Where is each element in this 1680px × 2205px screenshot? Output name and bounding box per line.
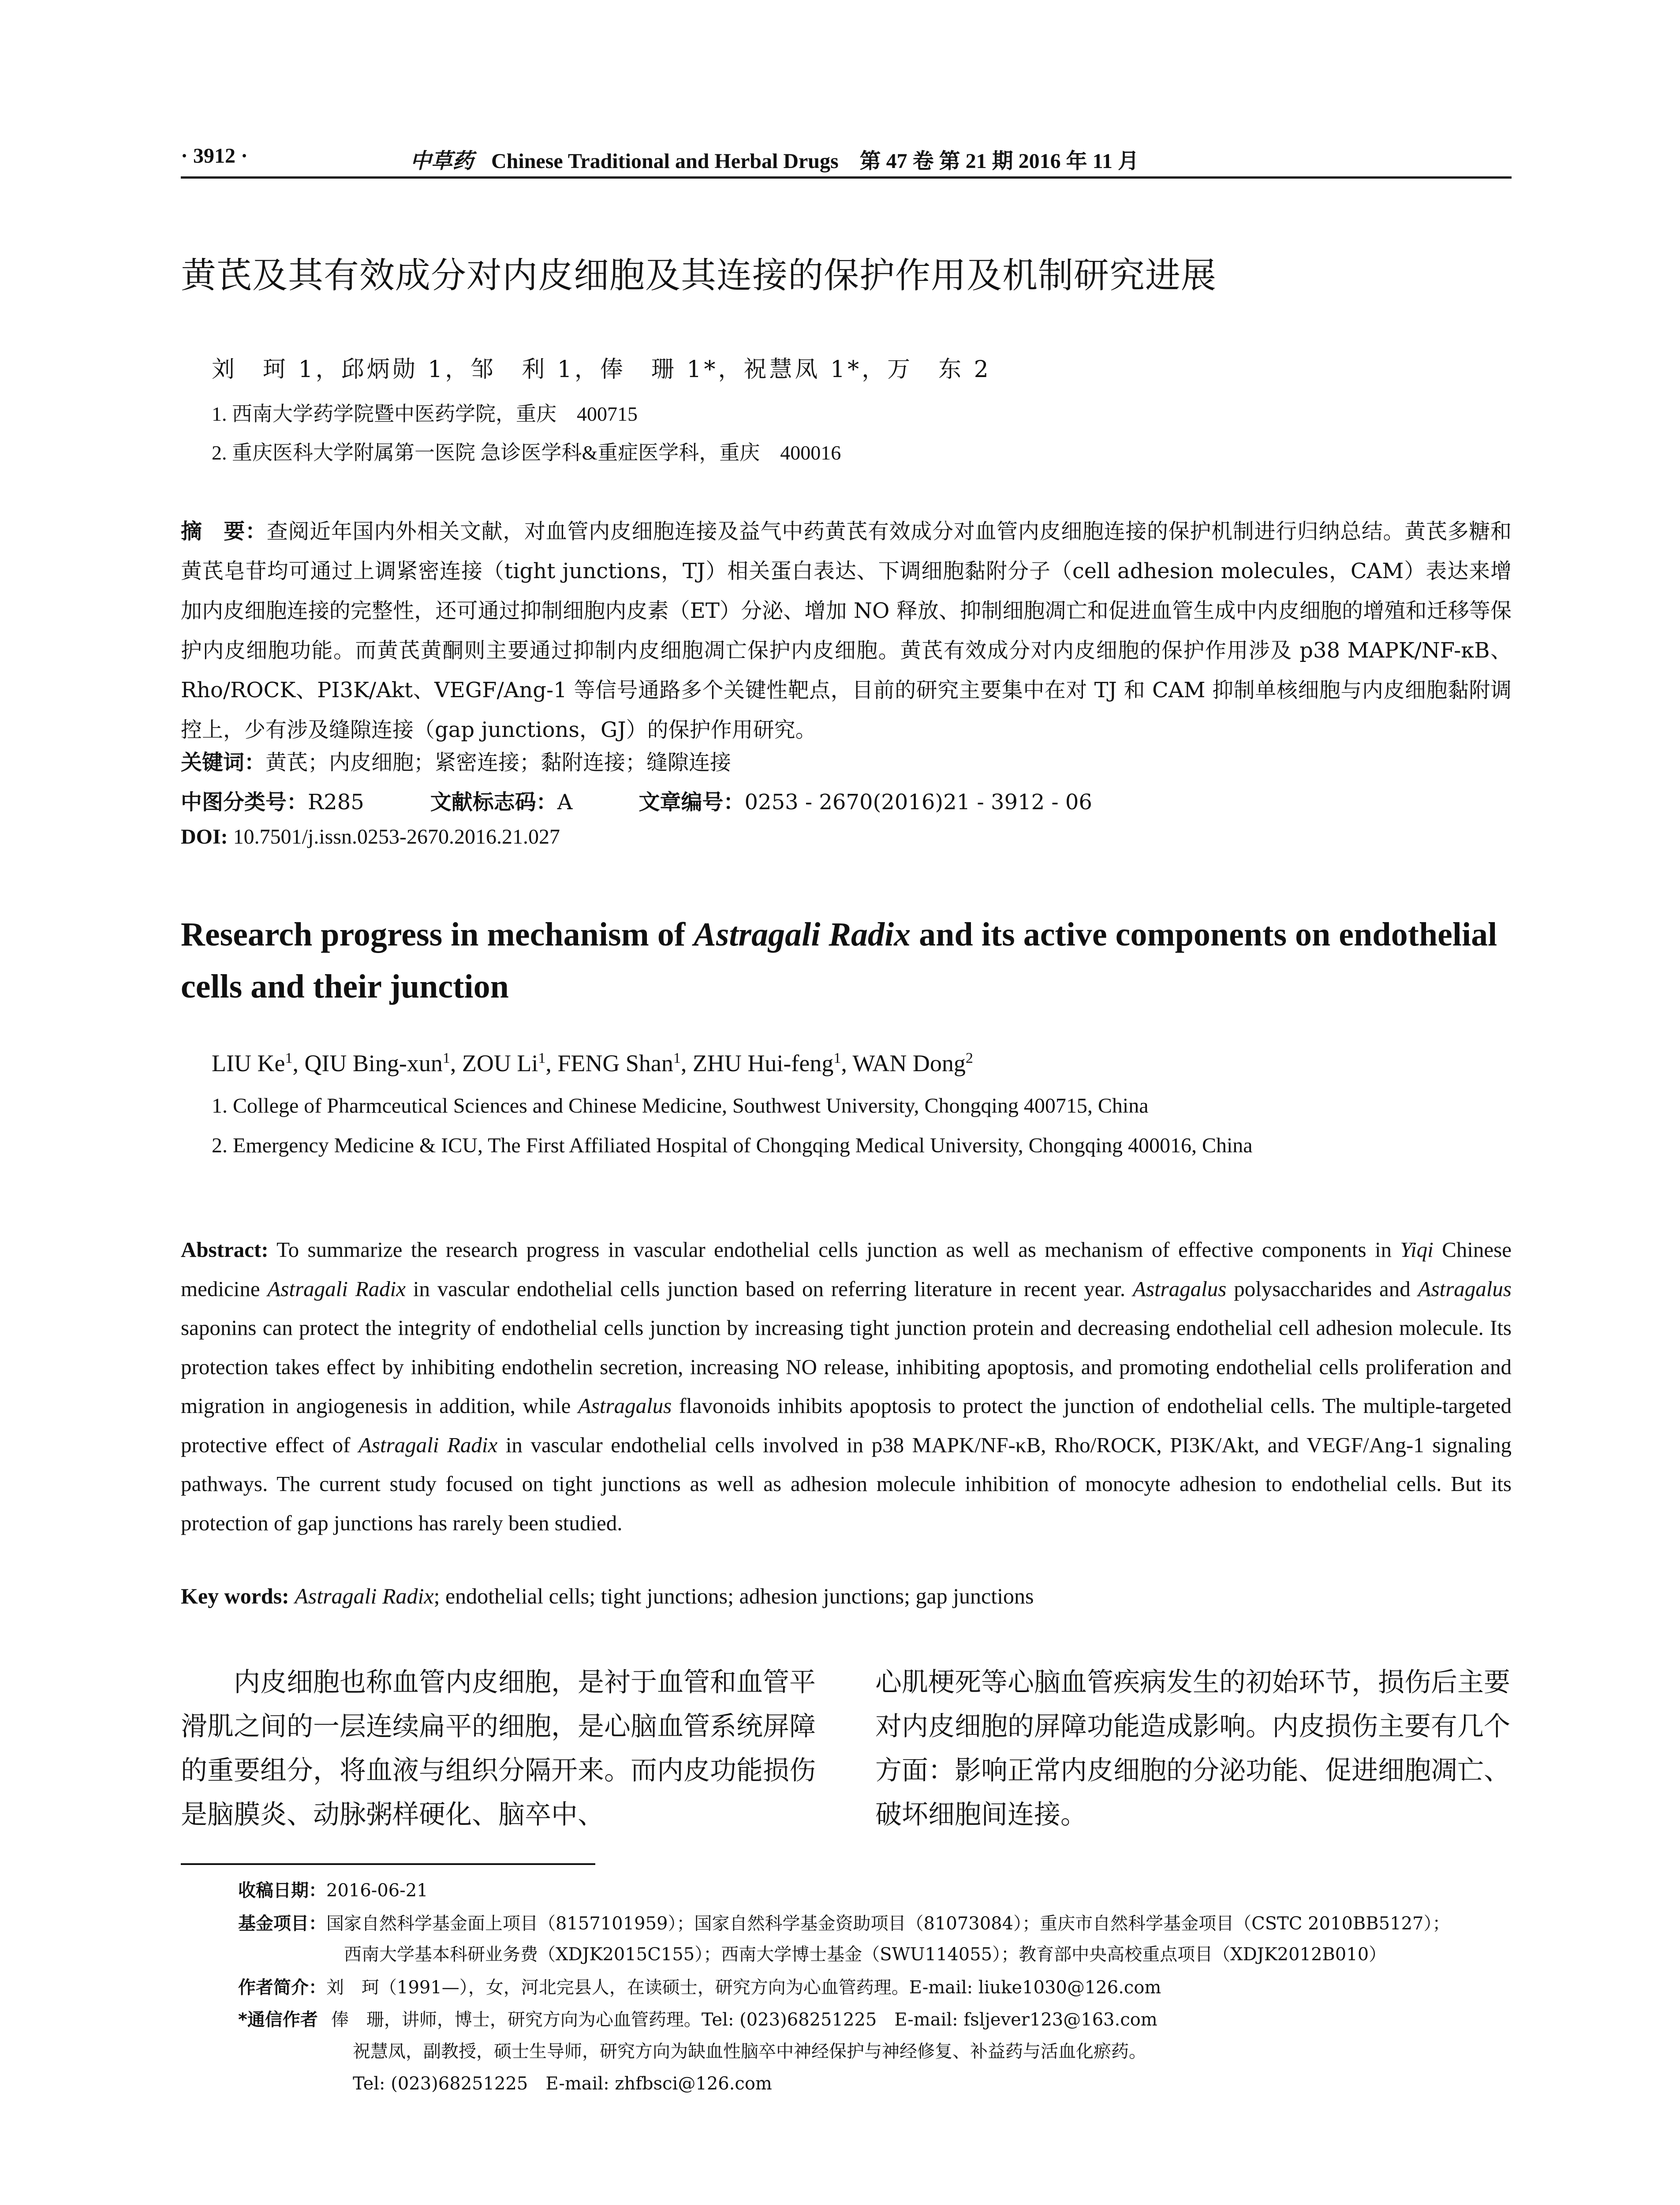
journal-logo-cn: 中草药 [410, 149, 474, 173]
body-column-right: 心肌梗死等心脑血管疾病发生的初始环节，损伤后主要对内皮细胞的屏障功能造成影响。内皮损伤主要有几个方面：影响正常内皮细胞的分泌功能、促进细胞凋亡、破坏细胞间连接。 [875, 1667, 1510, 1830]
fund-label: 基金项目： [238, 1913, 326, 1934]
author-en-sup: 1 [673, 1050, 681, 1066]
abstract-en-italic: Astragalus [1418, 1276, 1512, 1301]
title-en-part2: and its active components on endothelial cells and their junction [181, 916, 1497, 1005]
authors-english: LIU Ke$^1$, QIU Bing-xun$^1$, ZOU Li$^1$, FENG Shan$^1$, ZHU Hui-feng$^1$, WAN Dong$^2$ [212, 1050, 973, 1076]
affiliation-en-1: 1. College of Pharmceutical Sciences and Chinese Medicine, Southwest University, Chongqing 400715, China [212, 1094, 1149, 1117]
article-number-value: 0253 - 2670(2016)21 - 3912 - 06 [744, 790, 1092, 815]
abstract-en-text: saponins can protect the integrity of endothelial cells junction by increasing tight junction protein and decreasing endothelial cell adhesion molecule. Its protection takes effect by inhibiting endothelin secretion, increasing NO release, inhibiting apoptosis, and promoting endothelial cells proliferation and migration in angiogenesis in addition, while [181, 1316, 1512, 1418]
author-en-sup: 1 [833, 1050, 841, 1066]
corresponding-text-1: 俸 珊，讲师，博士，研究方向为心血管药理。Tel: (023)68251225 E-mail: fsljever123@163.com [331, 2010, 1157, 2030]
affiliation-cn-2: 2. 重庆医科大学附属第一医院 急诊医学科&重症医学科，重庆 400016 [212, 441, 841, 464]
title-chinese: 黄芪及其有效成分对内皮细胞及其连接的保护作用及机制研究进展 [181, 255, 1217, 296]
abstract-chinese [181, 512, 1512, 750]
author-en: LIU Ke [212, 1050, 285, 1076]
abstract-cn-label: 摘 要： [181, 519, 267, 544]
clc-label: 中图分类号： [181, 790, 308, 815]
affiliation-en-2: 2. Emergency Medicine & ICU, The First Affiliated Hospital of Chongqing Medical University, Chongqing 400016, China [212, 1134, 1253, 1157]
keywords-en-text: ; endothelial cells; tight junctions; adhesion junctions; gap junctions [433, 1584, 1034, 1608]
author-en-sup: 1 [538, 1050, 546, 1066]
title-en-italic: Astragali Radix [694, 916, 911, 953]
footnote-rule [181, 1863, 595, 1865]
footnote-corresponding-3: Tel: (023)68251225 E-mail: zhfbsci@126.com [353, 2074, 772, 2094]
doc-code-value: A [557, 790, 573, 815]
footnote-fund [238, 1910, 1450, 1935]
keywords-en-italic: Astragali Radix [295, 1584, 434, 1608]
author-en-sup: 1 [442, 1050, 450, 1066]
abstract-en-label: Abstract: [181, 1237, 269, 1262]
journal-name [410, 144, 1139, 174]
received-date: 2016-06-21 [326, 1880, 428, 1901]
keywords-english [181, 1583, 1034, 1609]
author-en: WAN Dong [852, 1050, 966, 1076]
doi-line [181, 825, 560, 849]
affiliation-cn-1: 1. 西南大学药学院暨中医药学院，重庆 400715 [212, 403, 638, 425]
abstract-cn-text: 查阅近年国内外相关文献，对血管内皮细胞连接及益气中药黄芪有效成分对血管内皮细胞连接的保护机制进行归纳总结。黄芪多糖和黄芪皂苷均可通过上调紧密连接（tight junctions，TJ）相关蛋白表达、下调细胞黏附分子（cell adhesion molecules，CAM）表达来增加内皮细胞连接的完整性，还可通过抑制细胞内皮素（ET）分泌、增加 NO 释放、抑制细胞凋亡和促进血管生成中内皮细胞的增殖和迁移等保护内皮细胞功能。而黄芪黄酮则主要通过抑制内皮细胞凋亡保护内皮细胞。黄芪有效成分对内皮细胞的保护作用涉及 p38 MAPK/NF-κB、Rho/ROCK、PI3K/Akt、VEGF/Ang-1 等信号通路多个关键性靶点，目前的研究主要集中在对 TJ 和 CAM 抑制单核细胞与内皮细胞黏附调控上，少有涉及缝隙连接（gap junctions，GJ）的保护作用研究。 [181, 519, 1512, 742]
keywords-cn-text: 黄芪；内皮细胞；紧密连接；黏附连接；缝隙连接 [265, 750, 732, 775]
doi-label: DOI: [181, 825, 228, 848]
author-en: ZOU Li [462, 1050, 538, 1076]
abstract-en-text: Chinese medicine [181, 1237, 1512, 1301]
abstract-en-italic: Yiqi [1400, 1237, 1434, 1262]
authors-chinese: 刘 珂 1，邱炳勋 1，邹 利 1，俸 珊 1*，祝慧凤 1*，万 东 2 [212, 356, 991, 383]
keywords-en-label: Key words: [181, 1584, 289, 1608]
abstract-en-text: polysaccharides and [1226, 1276, 1418, 1301]
title-en-part1: Research progress in mechanism of [181, 916, 694, 953]
article-number-label: 文章编号： [638, 790, 745, 815]
author-en-sup: 2 [965, 1050, 973, 1066]
abstract-en-text: in vascular endothelial cells involved in p38 MAPK/NF-κB, Rho/ROCK, PI3K/Akt, and VEGF/Ang-1 signaling pathways. The current study focused on tight junctions as well as adhesion molecule inhibition of monocyte adhesion to endothelial cells. But its protection of gap junctions has rarely been studied. [181, 1432, 1512, 1535]
author-en: FENG Shan [557, 1050, 673, 1076]
abstract-en-italic: Astragalus [1133, 1276, 1227, 1301]
bio-text: 刘 珂（1991—），女，河北完县人，在读硕士，研究方向为心血管药理。E-mail: liuke1030@126.com [326, 1977, 1161, 1998]
footnote-corresponding [238, 2006, 1157, 2031]
abstract-en-italic: Astragali Radix [358, 1432, 498, 1457]
footnote-bio [238, 1973, 1161, 1999]
doi-link[interactable]: 10.7501/j.issn.0253-2670.2016.21.027 [233, 825, 560, 848]
doc-code-label: 文献标志码： [430, 790, 557, 815]
running-header [181, 140, 1504, 176]
abstract-en-text: flavonoids inhibits apoptosis to protect the junction of endothelial cells. The multiple-targeted protective effect of [181, 1394, 1512, 1457]
abstract-en-text: To summarize the research progress in vascular endothelial cells junction as well as mechanism of effective components in [268, 1237, 1400, 1262]
clc-value: R285 [308, 790, 364, 815]
footnote-fund-cont: 西南大学基本科研业务费（XDJK2015C155）；西南大学博士基金（SWU114055）；教育部中央高校重点项目（XDJK2012B010） [344, 1944, 1387, 1965]
keywords-cn-label: 关键词： [181, 750, 266, 775]
author-en-sup: 1 [285, 1050, 293, 1066]
abstract-en-italic: Astragali Radix [267, 1276, 406, 1301]
abstract-en-text: in vascular endothelial cells junction based on referring literature in recent year. [406, 1276, 1133, 1301]
footnote-received [238, 1876, 428, 1902]
abstract-en-italic: Astragalus [578, 1394, 672, 1418]
classification-line [181, 785, 1092, 815]
author-en: ZHU Hui-feng [692, 1050, 834, 1076]
footnote-corresponding-2: 祝慧凤，副教授，硕士生导师，研究方向为缺血性脑卒中神经保护与神经修复、补益药与活血化瘀药。 [353, 2041, 1146, 2062]
corresponding-label: *通信作者 [238, 2010, 318, 2030]
keywords-chinese [181, 745, 731, 776]
journal-issue-info: Chinese Traditional and Herbal Drugs 第 47 卷 第 21 期 2016 年 11 月 [491, 149, 1139, 173]
body-column-left: 内皮细胞也称血管内皮细胞，是衬于血管和血管平滑肌之间的一层连续扁平的细胞，是心脑血管系统屏障的重要组分，将血液与组织分隔开来。而内皮功能损伤是脑膜炎、动脉粥样硬化、脑卒中、 [181, 1667, 816, 1830]
author-en: QIU Bing-xun [304, 1050, 443, 1076]
abstract-english [181, 1230, 1512, 1543]
fund-text-1: 国家自然科学基金面上项目（8157101959）；国家自然科学基金资助项目（81073084）；重庆市自然科学基金项目（CSTC 2010BB5127）； [326, 1913, 1450, 1934]
received-label: 收稿日期： [238, 1880, 326, 1901]
title-english [181, 908, 1530, 1013]
header-rule [181, 176, 1512, 179]
page-number: · 3912 · [181, 144, 248, 168]
bio-label: 作者简介： [238, 1977, 326, 1998]
